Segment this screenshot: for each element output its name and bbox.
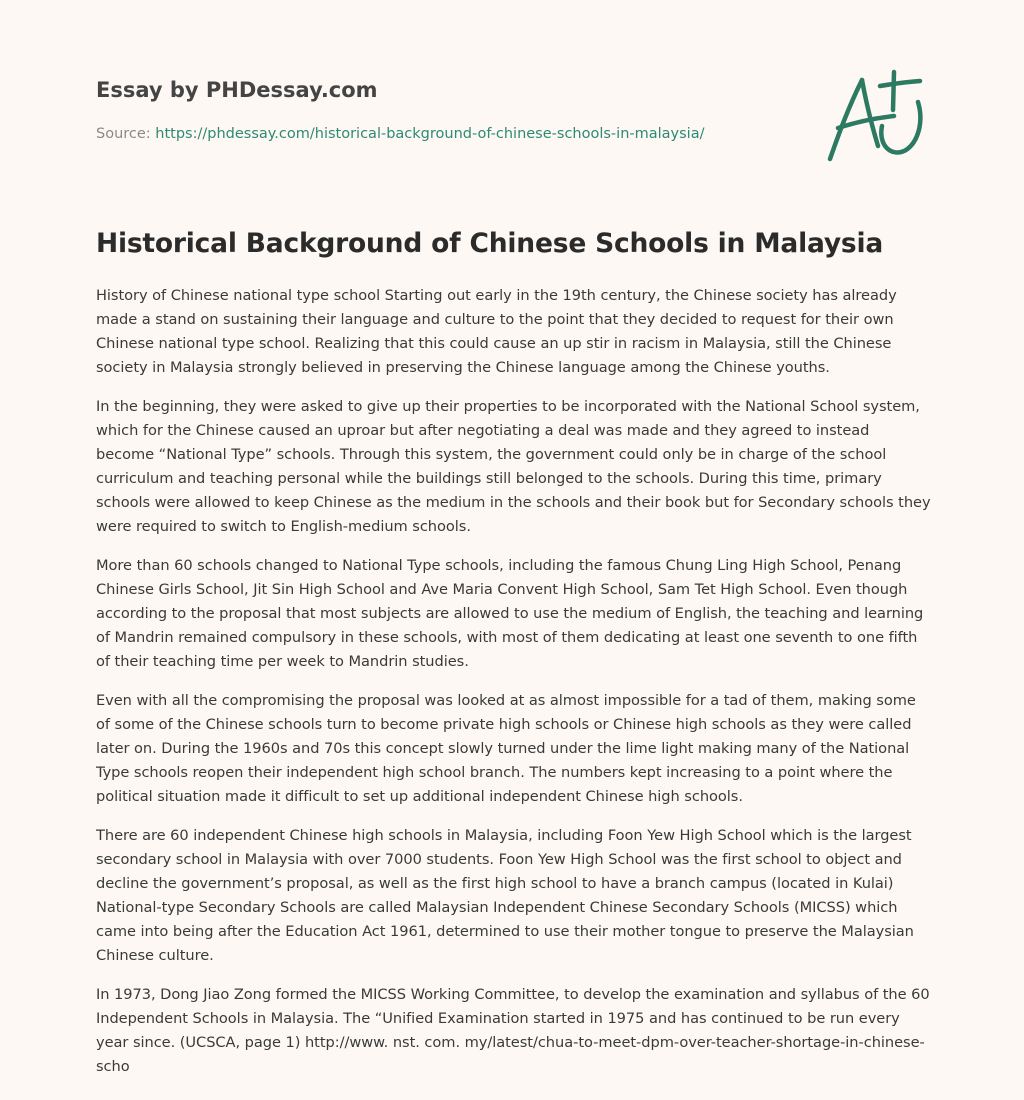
essay-paragraph: More than 60 schools changed to National Type schools, including the famous Chung Ling High School, Penang Chinese Girls School, Jit Sin High School and Ave Maria Convent High School, Sam Tet High School. Even though according to the proposal that most subjects are allowed to use the medium of English, the teaching and learning of Mandrin remained compulsory in these schools, with most of them dedicating at least one seventh to one fifth of their teaching time per week to Mandrin studies. — [96, 557, 924, 670]
a-plus-grade-icon — [822, 66, 932, 166]
essay-body — [96, 284, 932, 1094]
essay-paragraph: History of Chinese national type school Starting out early in the 19th century, the Chinese society has already made a stand on sustaining their language and culture to the point that they decided to request for their own Chinese national type school. Realizing that this could cause an up stir in racism in Malaysia, still the Chinese society in Malaysia strongly believed in preserving the Chinese language among the Chinese youths. — [96, 287, 897, 376]
essay-paragraph: Even with all the compromising the proposal was looked at as almost impossible for a tad of them, making some of some of the Chinese schools turn to become private high schools or Chinese high schools as they were called later on. During the 1960s and 70s this concept slowly turned under the lime light making many of the National Type schools reopen their independent high school branch. The numbers kept increasing to a point where the political situation made it difficult to set up additional independent Chinese high schools. — [96, 692, 916, 805]
source-link[interactable]: https://phdessay.com/historical-background-of-chinese-schools-in-malaysia/ — [155, 126, 705, 142]
essay-paragraph: There are 60 independent Chinese high schools in Malaysia, including Foon Yew High School which is the largest secondary school in Malaysia with over 7000 students. Foon Yew High School was the first school to object and decline the government’s proposal, as well as the first high school to have a branch campus (located in Kulai) National-type Secondary Schools are called Malaysian Independent Chinese Secondary Schools (MICSS) which came into being after the Education Act 1961, determined to use their mother tongue to preserve the Malaysian Chinese culture. — [96, 827, 914, 964]
essay-title: Historical Background of Chinese Schools in Malaysia — [96, 228, 884, 259]
source-line — [96, 124, 796, 144]
essay-paragraph: In the beginning, they were asked to give up their properties to be incorporated with the National School system, which for the Chinese caused an uproar but after negotiating a deal was made and they agreed to instead become “National Type” schools. Through this system, the government could only be in charge of the school curriculum and teaching personal while the buildings still belonged to the schools. During this time, primary schools were allowed to keep Chinese as the medium in the schools and their book but for Secondary schools they were required to switch to English-medium schools. — [96, 398, 931, 535]
source-label: Source: — [96, 126, 156, 142]
essay-paragraph: In 1973, Dong Jiao Zong formed the MICSS Working Committee, to develop the examination and syllabus of the 60 Independent Schools in Malaysia. The “Unified Examination started in 1975 and has continued to be run every year since. (UCSCA, page 1) http://www. nst. com. my/latest/chua-to-meet-dpm-over-teacher-shortage-in-chinese-scho — [96, 986, 930, 1075]
site-brand: Essay by PHDessay.com — [96, 78, 378, 102]
page-header — [96, 76, 796, 144]
